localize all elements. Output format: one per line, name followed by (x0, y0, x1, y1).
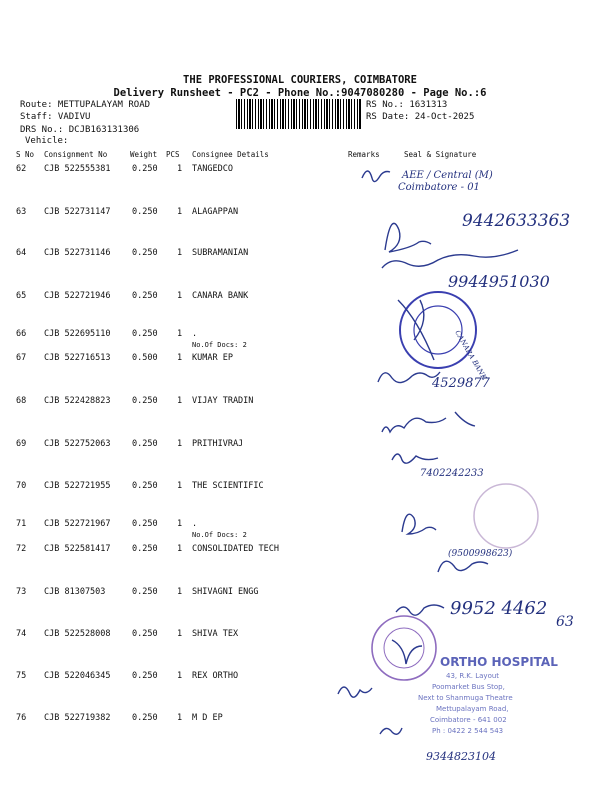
row-pcs: 1 (177, 629, 183, 639)
row-weight: 0.250 (132, 164, 158, 174)
row-sno: 74 (16, 629, 27, 639)
row-weight: 0.250 (132, 713, 158, 723)
canara-stamp-text: CANARA BANK (453, 329, 489, 382)
col-remarks: Remarks (348, 150, 380, 159)
hospital-addr5: Coimbatore - 641 002 (430, 716, 507, 724)
phone-63: 9442633363 (462, 211, 571, 231)
row-pcs: 1 (177, 481, 183, 491)
signature-68 (382, 412, 475, 432)
row-pcs: 1 (177, 248, 183, 258)
row-sno: 65 (16, 291, 27, 301)
hospital-addr3: Next to Shanmuga Theatre (418, 694, 513, 702)
row-pcs: 1 (177, 519, 183, 529)
signature-76 (380, 728, 402, 734)
row-consignment: CJB 522555381 (44, 164, 111, 174)
aee-stamp (362, 170, 493, 193)
row-consignee: . (192, 519, 198, 529)
row-consignee: SHIVA TEX (192, 629, 239, 639)
row-pcs: 1 (177, 587, 183, 597)
phone-72: (9500998623) (448, 549, 513, 559)
signature-69 (392, 454, 438, 463)
row-weight: 0.500 (132, 353, 158, 363)
row-weight: 0.250 (132, 248, 158, 258)
row-pcs: 1 (177, 353, 183, 363)
row-pcs: 1 (177, 439, 183, 449)
signature-63 (385, 223, 431, 252)
row-sno: 71 (16, 519, 27, 529)
row-consignment: CJB 81307503 (44, 587, 106, 597)
company-title: THE PROFESSIONAL COURIERS, COIMBATORE (183, 74, 417, 86)
row-consignment: CJB 522581417 (44, 544, 111, 554)
row-consignment: CJB 522721967 (44, 519, 111, 529)
hospital-title: ORTHO HOSPITAL (440, 655, 558, 669)
row-sno: 76 (16, 713, 27, 723)
row-weight: 0.250 (132, 481, 158, 491)
row-docs: No.Of Docs: 2 (192, 531, 247, 539)
signature-67 (378, 372, 440, 383)
row-sno: 67 (16, 353, 27, 363)
row-weight: 0.250 (132, 671, 158, 681)
row-consignment: CJB 522731147 (44, 207, 111, 217)
row-consignment: CJB 522731146 (44, 248, 111, 258)
phone-73-b: 63 (556, 614, 574, 630)
col-weight: Weight (130, 150, 158, 159)
phone-73-a: 9952 4462 (450, 598, 548, 619)
signature-73 (396, 605, 444, 615)
row-pcs: 1 (177, 544, 183, 554)
rs-date: RS Date: 24-Oct-2025 (366, 112, 475, 122)
phone-67: 4529877 (432, 376, 490, 391)
col-sno: S No (16, 150, 35, 159)
row-docs: No.Of Docs: 2 (192, 341, 247, 349)
row-consignment: CJB 522428823 (44, 396, 111, 406)
row-consignee: THE SCIENTIFIC (192, 481, 264, 491)
faint-stamp (474, 484, 538, 548)
row-consignee: SHIVAGNI ENGG (192, 587, 259, 597)
row-consignment: CJB 522046345 (44, 671, 111, 681)
row-consignment: CJB 522721946 (44, 291, 111, 301)
row-weight: 0.250 (132, 329, 158, 339)
row-consignee: PRITHIVRAJ (192, 439, 244, 449)
signature-64 (382, 250, 518, 268)
row-consignee: VIJAY TRADIN (192, 396, 254, 406)
row-consignment: CJB 522716513 (44, 353, 111, 363)
row-weight: 0.250 (132, 291, 158, 301)
row-weight: 0.250 (132, 587, 158, 597)
hospital-addr2: Poomarket Bus Stop, (432, 683, 505, 691)
row-consignment: CJB 522528008 (44, 629, 111, 639)
vehicle-label: Vehicle: (25, 136, 69, 146)
row-sno: 64 (16, 248, 27, 258)
col-consignment: Consignment No (44, 150, 108, 159)
route-label: Route: METTUPALAYAM ROAD (20, 100, 151, 110)
hospital-addr1: 43, R.K. Layout (446, 672, 500, 680)
row-weight: 0.250 (132, 439, 158, 449)
row-weight: 0.250 (132, 544, 158, 554)
row-consignee: CANARA BANK (192, 291, 249, 301)
phone-64: 9944951030 (448, 272, 550, 291)
row-sno: 62 (16, 164, 27, 174)
row-pcs: 1 (177, 671, 183, 681)
row-pcs: 1 (177, 164, 183, 174)
row-consignment: CJB 522721955 (44, 481, 111, 491)
purple-stamp-74 (372, 616, 436, 680)
staff-label: Staff: VADIVU (20, 112, 91, 122)
col-pcs: PCS (166, 150, 180, 159)
row-sno: 70 (16, 481, 27, 491)
row-pcs: 1 (177, 207, 183, 217)
stamp-city-text: Coimbatore - 01 (398, 182, 480, 193)
hospital-addr4: Mettupalayam Road, (436, 705, 509, 713)
row-weight: 0.250 (132, 207, 158, 217)
row-consignee: KUMAR EP (192, 353, 233, 363)
row-pcs: 1 (177, 329, 183, 339)
runsheet-title: Delivery Runsheet - PC2 - Phone No.:9047080280 - Page No.:6 (113, 87, 487, 99)
row-pcs: 1 (177, 713, 183, 723)
row-weight: 0.250 (132, 519, 158, 529)
row-sno: 63 (16, 207, 27, 217)
row-consignee: REX ORTHO (192, 671, 239, 681)
row-consignee: SUBRAMANIAN (192, 248, 249, 258)
rs-no: RS No.: 1631313 (366, 100, 448, 110)
row-consignment: CJB 522695110 (44, 329, 111, 339)
ortho-hospital-stamp (418, 655, 558, 735)
row-sno: 73 (16, 587, 27, 597)
row-sno: 75 (16, 671, 27, 681)
stamp-aee-text: AEE / Central (M) (402, 170, 493, 181)
col-consignee: Consignee Details (192, 150, 269, 159)
row-sno: 68 (16, 396, 27, 406)
signature-75 (338, 687, 372, 697)
row-consignment: CJB 522719382 (44, 713, 111, 723)
row-consignment: CJB 522752063 (44, 439, 111, 449)
row-consignee: M D EP (192, 713, 223, 723)
row-sno: 66 (16, 329, 27, 339)
row-weight: 0.250 (132, 629, 158, 639)
row-weight: 0.250 (132, 396, 158, 406)
row-consignee: TANGEDCO (192, 164, 233, 174)
drs-label: DRS No.: DCJB163131306 (20, 125, 140, 135)
phone-69: 7402242233 (420, 468, 484, 479)
col-seal: Seal & Signature (404, 150, 477, 159)
row-consignee: . (192, 329, 198, 339)
signature-71 (402, 514, 436, 534)
hospital-phone: Ph : 0422 2 544 543 (432, 727, 504, 735)
row-consignee: ALAGAPPAN (192, 207, 239, 217)
signature-72 (438, 561, 488, 572)
canara-bank-stamp (398, 292, 488, 382)
phone-76: 9344823104 (426, 750, 496, 763)
row-pcs: 1 (177, 291, 183, 301)
row-sno: 72 (16, 544, 27, 554)
row-pcs: 1 (177, 396, 183, 406)
row-sno: 69 (16, 439, 27, 449)
row-consignee: CONSOLIDATED TECH (192, 544, 279, 554)
